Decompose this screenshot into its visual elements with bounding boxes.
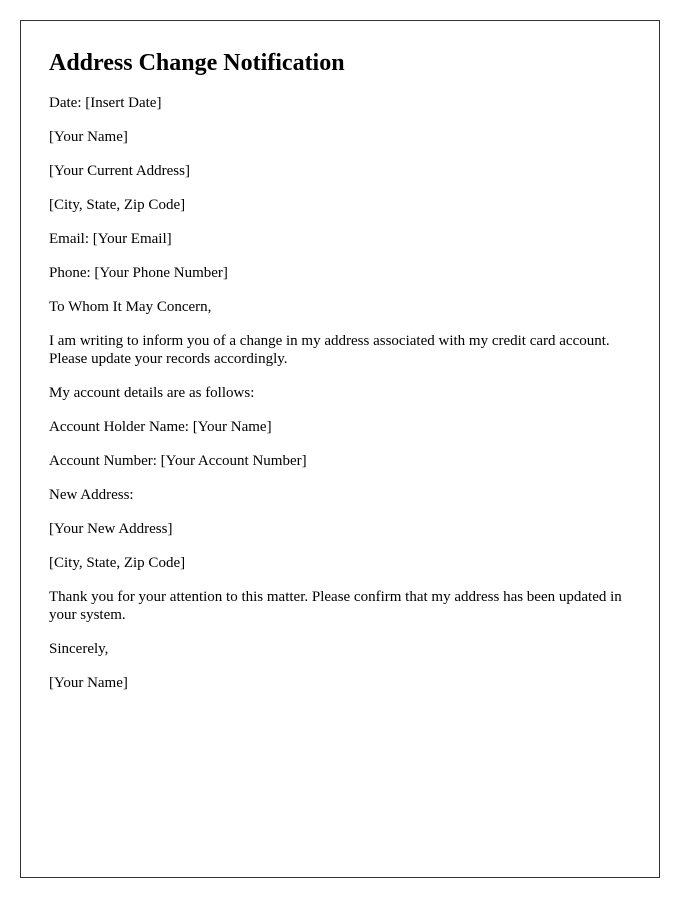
sender-current-address: [Your Current Address] bbox=[49, 163, 190, 179]
new-city-state-zip: [City, State, Zip Code] bbox=[49, 555, 186, 571]
body-paragraph-closing: Thank you for your attention to this matter. Please confirm that my address has been updated in your system. bbox=[49, 589, 622, 623]
sender-name: [Your Name] bbox=[49, 129, 128, 145]
new-address-line: [Your New Address] bbox=[49, 521, 173, 537]
body-paragraph-intro: I am writing to inform you of a change in my address associated with my credit card account. Please update your records accordingly. bbox=[49, 333, 610, 367]
letter-page bbox=[20, 20, 660, 878]
account-holder-name: Account Holder Name: [Your Name] bbox=[49, 419, 272, 435]
salutation: To Whom It May Concern, bbox=[49, 299, 212, 315]
new-address-label: New Address: bbox=[49, 487, 134, 503]
sender-city-state-zip: [City, State, Zip Code] bbox=[49, 197, 186, 213]
date-line: Date: [Insert Date] bbox=[49, 95, 162, 111]
signature-name: [Your Name] bbox=[49, 675, 128, 691]
sender-phone: Phone: [Your Phone Number] bbox=[49, 265, 228, 281]
account-number: Account Number: [Your Account Number] bbox=[49, 453, 307, 469]
account-details-heading: My account details are as follows: bbox=[49, 385, 255, 401]
letter-title: Address Change Notification bbox=[49, 50, 345, 76]
valediction: Sincerely, bbox=[49, 641, 109, 657]
sender-email: Email: [Your Email] bbox=[49, 231, 172, 247]
